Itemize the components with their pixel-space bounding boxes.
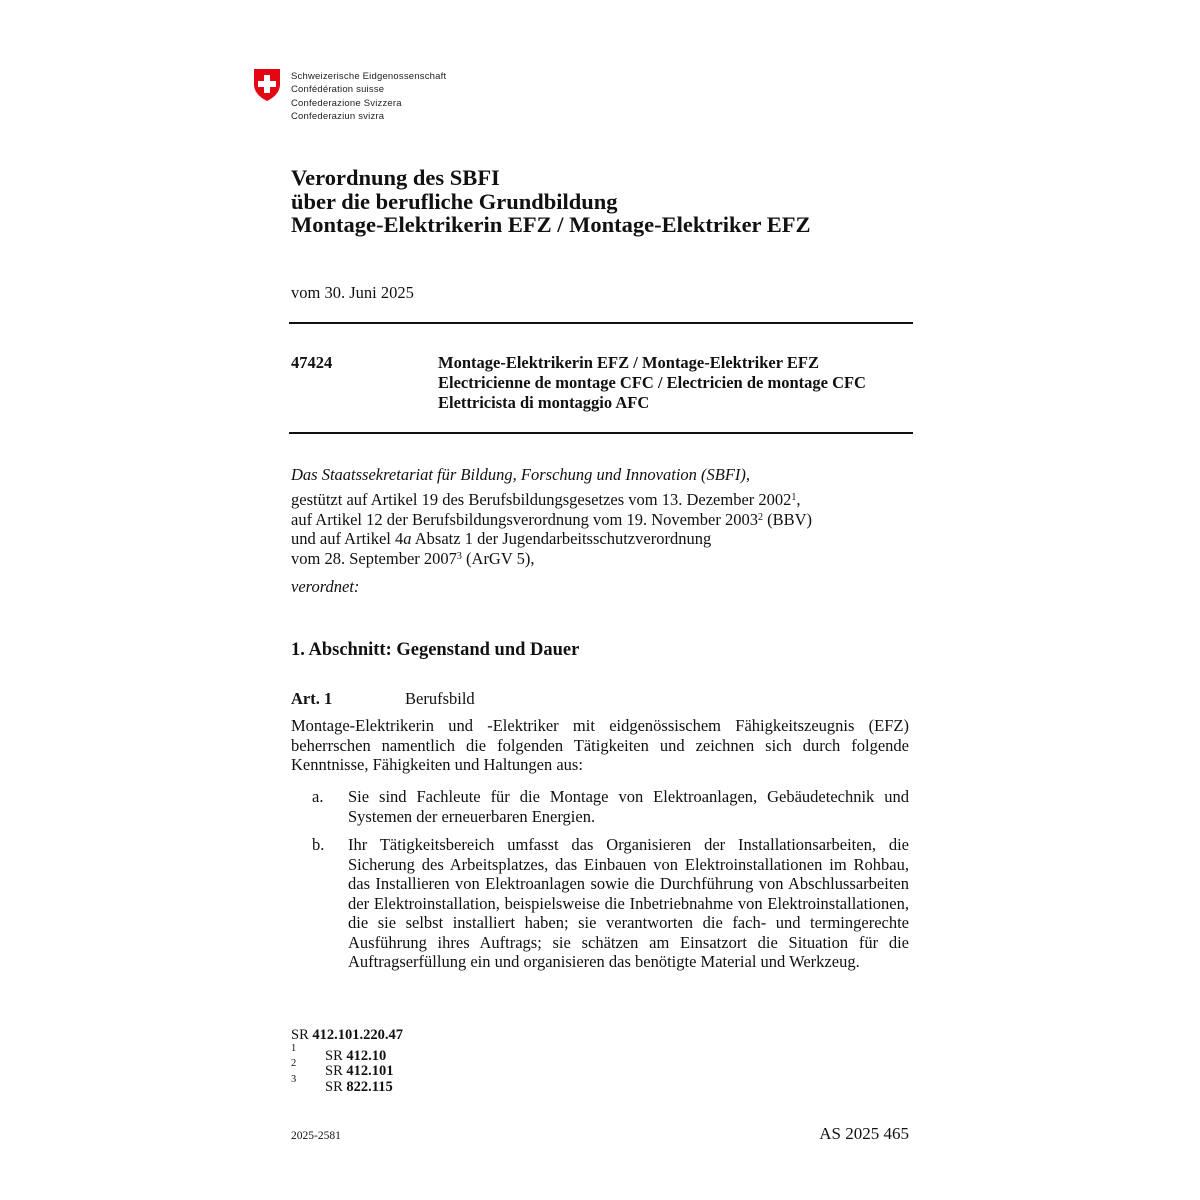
logo-line-de: Schweizerische Eidgenossenschaft [291,71,447,82]
article-intro: Montage-Elektrikerin und -Elektriker mit eidgenössischem Fähigkeitszeugnis (EFZ) beherrschen namentlich die folgenden Tätigkeiten und zeichnen sich durch folgende Kenntnisse, Fähigkeiten und Haltungen aus: [291,716,909,774]
logo-line-it: Confederazione Svizzera [291,97,402,109]
designation-fr: Electricienne de montage CFC / Electricien de montage CFC [438,373,866,392]
footnote-ref-1[interactable]: 1 [791,492,797,503]
basis-line-4: vom 28. September 2007$^3$ (ArGV 5), [291,548,535,568]
logo-line-fr: Confédération suisse [291,84,385,96]
swiss-cross-icon [253,68,281,102]
sr-number: SR 412.101.220.47 [291,1027,403,1043]
legal-basis [291,490,812,568]
federal-logo-text [291,70,446,123]
designation-de: Montage-Elektrikerin EFZ / Montage-Elektriker EFZ [438,353,819,372]
list-item-letter: b. [312,835,325,854]
footnote-ref-2[interactable]: 2 [757,511,763,523]
title-line-1: Verordnung des SBFI [291,165,500,190]
decrees-label: verordnet: [291,577,360,596]
ordinance-title [291,166,811,237]
basis-line-3: und auf Artikel 4a Absatz 1 der Jugendarbeitsschutzverordnung [291,529,712,548]
basis-line-1: gestützt auf Artikel 19 des Berufsbildungsgesetzes vom 13. Dezember 2002$^1$, [291,490,801,509]
designation-it: Elettricista di montaggio AFC [438,393,650,412]
official-collection-reference: AS 2025 465 [819,1124,909,1143]
occupation-designations [438,353,866,413]
title-line-3: Montage-Elektrikerin EFZ / Montage-Elektriker EFZ [291,212,811,237]
list-item-letter: a. [312,787,324,806]
footnote-ref-3[interactable]: 3 [456,550,462,562]
bottom-divider [289,432,913,434]
top-divider [289,322,913,324]
list-item-text: Ihr Tätigkeitsbereich umfasst das Organisieren der Installationsarbeiten, die Sicherung des Arbeitsplatzes, das Einbauen von Elektroinstallationen im Rohbau, das Installieren von Elektroanlagen sowie die Durchführung von Abschlussarbeiten der Elektroinstallation, beispielsweise die Inbetriebnahme von Elektroinstallationen, die sie selbst installiert haben; sie verantworten die fach- und termingerechte Ausführung ihres Auftrags; sie schätzen am Einsatzort die Situation für die Auftragserfüllung ein und organisieren das benötigte Material und Werkzeug. [348,835,909,971]
article-title: Berufsbild [405,689,475,708]
ordinance-date: vom 30. Juni 2025 [291,283,414,302]
article-number: Art. 1 [291,689,333,708]
list-item-text: Sie sind Fachleute für die Montage von Elektroanlagen, Gebäudetechnik und Systemen der erneuerbaren Energien. [348,787,909,826]
logo-line-rm: Confederaziun svizra [291,110,385,122]
title-line-2: über die berufliche Grundbildung [291,188,618,214]
issuing-authority: Das Staatssekretariat für Bildung, Forschung und Innovation (SBFI), [291,465,751,484]
document-number: 2025-2581 [291,1130,341,1142]
section-heading: 1. Abschnitt: Gegenstand und Dauer [291,640,580,660]
basis-line-2: auf Artikel 12 der Berufsbildungsverordnung vom 19. November 2003$^2$ (BBV) [291,509,813,529]
occupation-code: 47424 [291,353,333,372]
